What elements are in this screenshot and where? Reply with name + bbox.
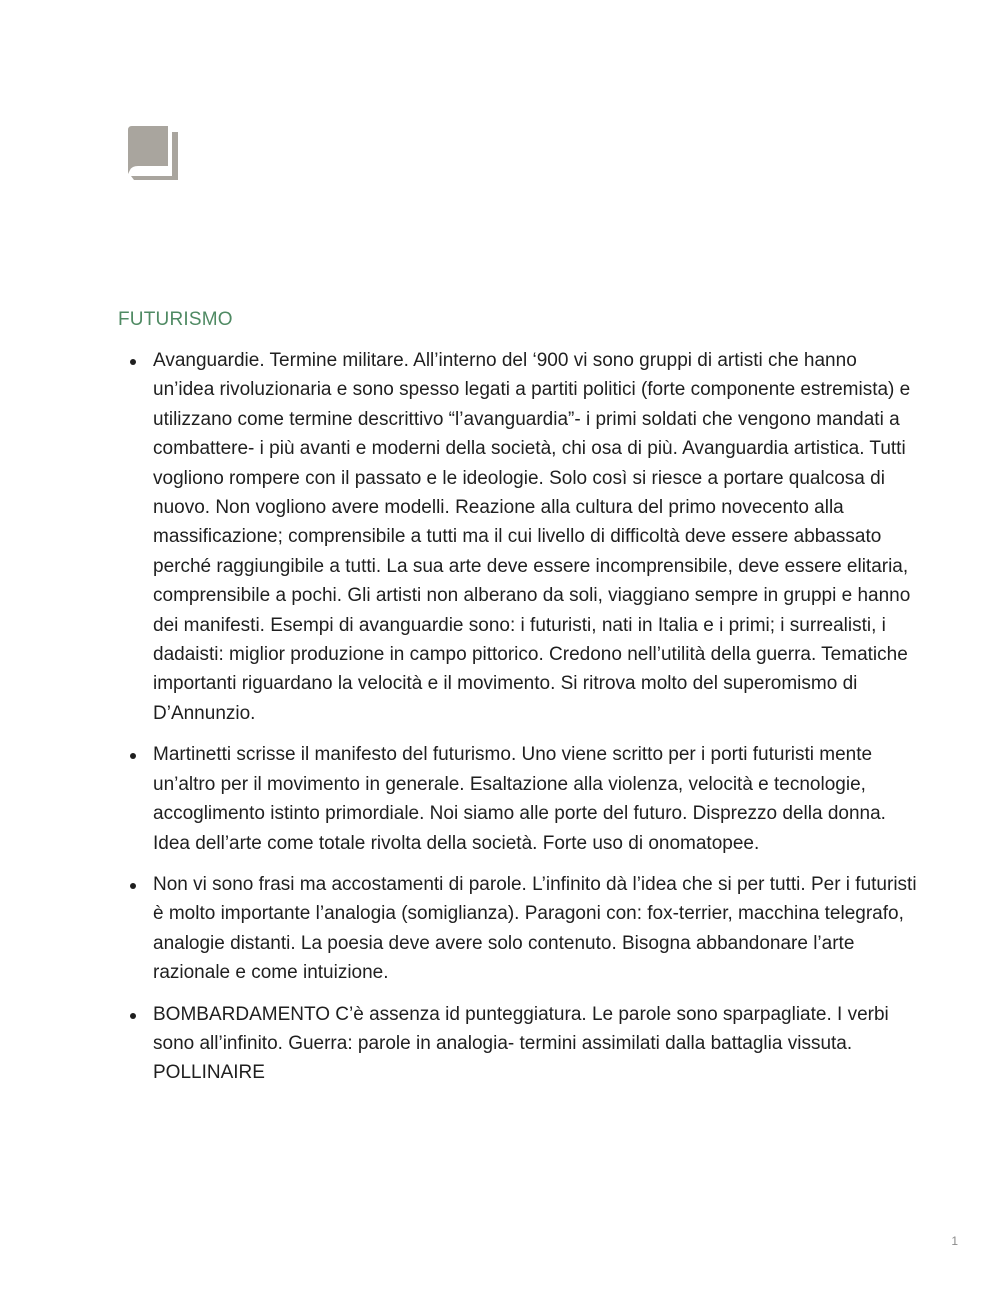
section-title: FUTURISMO	[118, 309, 233, 330]
page-number: 1	[951, 1234, 958, 1248]
bullet-list	[118, 346, 923, 1100]
list-item: Avanguardie. Termine militare. All’interno del ‘900 vi sono gruppi di artisti che hanno un’idea rivoluzionaria e sono spesso legati a partiti politici (forte componente estremista) e utilizzano come termine descrittivo “l’avanguardia”- i primi soldati che vengono mandati a combattere- i più avanti e moderni della società, chi osa di più. Avanguardia artistica. Tutti vogliono rompere con il passato e le ideologie. Solo così si riesce a portare qualcosa di nuovo. Non vogliono avere modelli. Reazione alla cultura del primo novecento alla massificazione; comprensibile a tutti ma il cui livello di difficoltà deve essere abbassato perché raggiungibile a tutti. La sua arte deve essere incomprensibile, deve essere elitaria, comprensibile a pochi. Gli artisti non alberano da soli, viaggiano sempre in gruppi e hanno dei manifesti. Esempi di avanguardie sono: i futuristi, nati in Italia e i primi; i surrealisti, i dadaisti: miglior produzione in campo pittorico. Credono nell’utilità della guerra. Tematiche importanti riguardano la velocità e il movimento. Si ritrova molto del superomismo di D’Annunzio.	[153, 346, 923, 728]
list-item: Martinetti scrisse il manifesto del futurismo. Uno viene scritto per i porti futuristi mente un’altro per il movimento in generale. Esaltazione alla violenza, velocità e tecnologie, accoglimento istinto primordiale. Noi siamo alle porte del futuro. Disprezzo della donna. Idea dell’arte come totale rivolta della società. Forte uso di onomatopee.	[153, 740, 923, 858]
document-icon	[128, 126, 180, 180]
list-item: Non vi sono frasi ma accostamenti di parole. L’infinito dà l’idea che si per tutti. Per i futuristi è molto importante l’analogia (somiglianza). Paragoni con: fox-terrier, macchina telegrafo, analogie distanti. La poesia deve avere solo contenuto. Bisogna abbandonare l’arte razionale e come intuizione.	[153, 870, 923, 988]
list-item: BOMBARDAMENTO C’è assenza id punteggiatura. Le parole sono sparpagliate. I verbi sono all’infinito. Guerra: parole in analogia- termini assimilati dalla battaglia vissuta. POLLINAIRE	[153, 1000, 923, 1088]
